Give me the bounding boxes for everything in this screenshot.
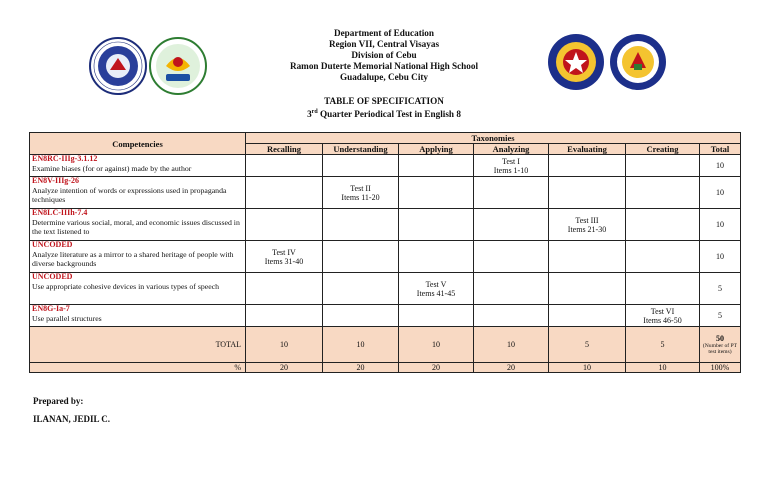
test-name: Test VI	[650, 306, 675, 316]
table-row	[30, 209, 741, 241]
taxonomy-level-analyzing: Analyzing	[474, 144, 549, 155]
header-line-region: Region VII, Central Visayas	[328, 39, 440, 49]
total-header: Total	[700, 144, 741, 155]
header-line-address: Guadalupe, Cebu City	[339, 72, 429, 82]
test-items: Items 46-50	[643, 315, 682, 325]
total-row	[30, 327, 741, 363]
competency-description: Determine various social, moral, and economic issues discussed in the text listened to	[32, 217, 240, 236]
taxonomy-level-understanding: Understanding	[323, 144, 399, 155]
competency-cell	[30, 273, 246, 305]
taxonomy-level-recalling: Recalling	[246, 144, 323, 155]
row-total: 10	[700, 209, 741, 241]
competency-cell	[30, 177, 246, 209]
test-items: Items 41-45	[416, 288, 456, 298]
taxonomy-cell	[323, 241, 399, 273]
table-row	[30, 177, 741, 209]
taxonomy-cell	[474, 177, 549, 209]
competency-code: EN8V-IIIg-26	[32, 176, 79, 185]
taxonomy-cell	[246, 177, 323, 209]
taxonomy-cell	[246, 241, 323, 273]
test-name: Test V	[425, 279, 447, 289]
percent-value: 20	[323, 363, 399, 373]
taxonomy-level-creating: Creating	[626, 144, 700, 155]
taxonomy-cell	[549, 209, 626, 241]
prepared-by-label: Prepared by:	[33, 396, 84, 406]
competency-cell	[30, 155, 246, 177]
taxonomy-cell	[549, 241, 626, 273]
competency-description: Use parallel structures	[32, 313, 102, 323]
taxonomy-cell	[323, 273, 399, 305]
taxonomies-header: Taxonomies	[246, 133, 741, 144]
competency-description: Examine biases (for or against) made by the author	[32, 163, 192, 173]
grand-total: 50	[716, 333, 724, 343]
header-line-school: Ramon Duterte Memorial National High School	[289, 61, 479, 71]
taxonomy-cell	[399, 305, 474, 327]
test-items: Items 1-10	[493, 165, 529, 175]
total-label: TOTAL	[30, 327, 246, 363]
taxonomy-cell	[246, 305, 323, 327]
percent-value: 10	[626, 363, 700, 373]
taxonomy-cell	[474, 241, 549, 273]
taxonomy-cell	[626, 155, 700, 177]
percent-value: 20	[399, 363, 474, 373]
taxonomy-cell	[246, 273, 323, 305]
competencies-header: Competencies	[30, 133, 246, 155]
competency-cell	[30, 241, 246, 273]
test-items: Items 11-20	[341, 192, 380, 202]
table-row	[30, 305, 741, 327]
percent-row	[30, 363, 741, 373]
grand-total-cell	[700, 327, 741, 363]
percent-grand-total: 100%	[700, 363, 741, 373]
taxonomy-level-evaluating: Evaluating	[549, 144, 626, 155]
taxonomy-cell	[474, 305, 549, 327]
row-total: 10	[700, 177, 741, 209]
taxonomy-cell	[549, 177, 626, 209]
header-line-division: Division of Cebu	[351, 50, 417, 60]
row-total: 5	[700, 305, 741, 327]
competency-code: EN8G-Ia-7	[32, 304, 70, 313]
total-value: 10	[323, 327, 399, 363]
table-row	[30, 241, 741, 273]
taxonomy-cell	[474, 273, 549, 305]
taxonomy-cell	[474, 209, 549, 241]
taxonomy-cell	[626, 209, 700, 241]
taxonomy-cell	[626, 305, 700, 327]
document-header	[0, 28, 768, 83]
percent-value: 20	[474, 363, 549, 373]
taxonomy-cell	[549, 273, 626, 305]
document-title-block	[0, 96, 768, 120]
competency-cell	[30, 209, 246, 241]
row-total: 10	[700, 241, 741, 273]
test-name: Test III	[575, 215, 599, 225]
competency-description: Use appropriate cohesive devices in various types of speech	[32, 281, 220, 291]
document-title: TABLE OF SPECIFICATION	[324, 96, 444, 106]
taxonomy-cell	[626, 273, 700, 305]
taxonomy-cell	[399, 155, 474, 177]
test-items: Items 31-40	[264, 256, 304, 266]
competency-description: Analyze literature as a mirror to a shared heritage of people with diverse backgrounds	[32, 249, 234, 268]
total-value: 10	[399, 327, 474, 363]
taxonomy-cell	[323, 155, 399, 177]
competency-code: UNCODED	[32, 272, 73, 281]
taxonomy-cell	[246, 155, 323, 177]
competency-code: EN8LC-IIIh-7.4	[32, 208, 88, 217]
total-value: 5	[626, 327, 700, 363]
taxonomy-cell	[549, 305, 626, 327]
table-of-specification	[29, 132, 741, 373]
percent-value: 20	[246, 363, 323, 373]
table-row	[30, 155, 741, 177]
competency-description: Analyze intention of words or expressions used in propaganda techniques	[32, 185, 227, 204]
document-subtitle: 3rd Quarter Periodical Test in English 8	[307, 109, 461, 120]
taxonomy-cell	[549, 155, 626, 177]
taxonomy-cell	[474, 155, 549, 177]
taxonomy-cell	[626, 177, 700, 209]
row-total: 5	[700, 273, 741, 305]
preparer-name: ILANAN, JEDIL C.	[33, 414, 111, 424]
percent-label: %	[30, 363, 246, 373]
taxonomy-cell	[399, 209, 474, 241]
total-value: 10	[474, 327, 549, 363]
header-line-department: Department of Education	[333, 28, 435, 38]
taxonomy-cell	[399, 273, 474, 305]
taxonomy-level-applying: Applying	[399, 144, 474, 155]
competency-cell	[30, 305, 246, 327]
percent-value: 10	[549, 363, 626, 373]
taxonomy-cell	[323, 209, 399, 241]
table-row	[30, 273, 741, 305]
total-value: 10	[246, 327, 323, 363]
taxonomy-cell	[399, 241, 474, 273]
test-name: Test IV	[272, 247, 296, 257]
row-total: 10	[700, 155, 741, 177]
taxonomy-cell	[399, 177, 474, 209]
grand-total-note: (Number of PT test items)	[702, 342, 738, 355]
competency-code: UNCODED	[32, 240, 73, 249]
taxonomy-cell	[246, 209, 323, 241]
competency-code: EN8RC-IIIg-3.1.12	[32, 154, 98, 163]
test-name: Test II	[350, 183, 371, 193]
taxonomy-cell	[626, 241, 700, 273]
taxonomy-cell	[323, 305, 399, 327]
test-name: Test I	[502, 156, 520, 166]
taxonomy-cell	[323, 177, 399, 209]
test-items: Items 21-30	[567, 224, 607, 234]
total-value: 5	[549, 327, 626, 363]
